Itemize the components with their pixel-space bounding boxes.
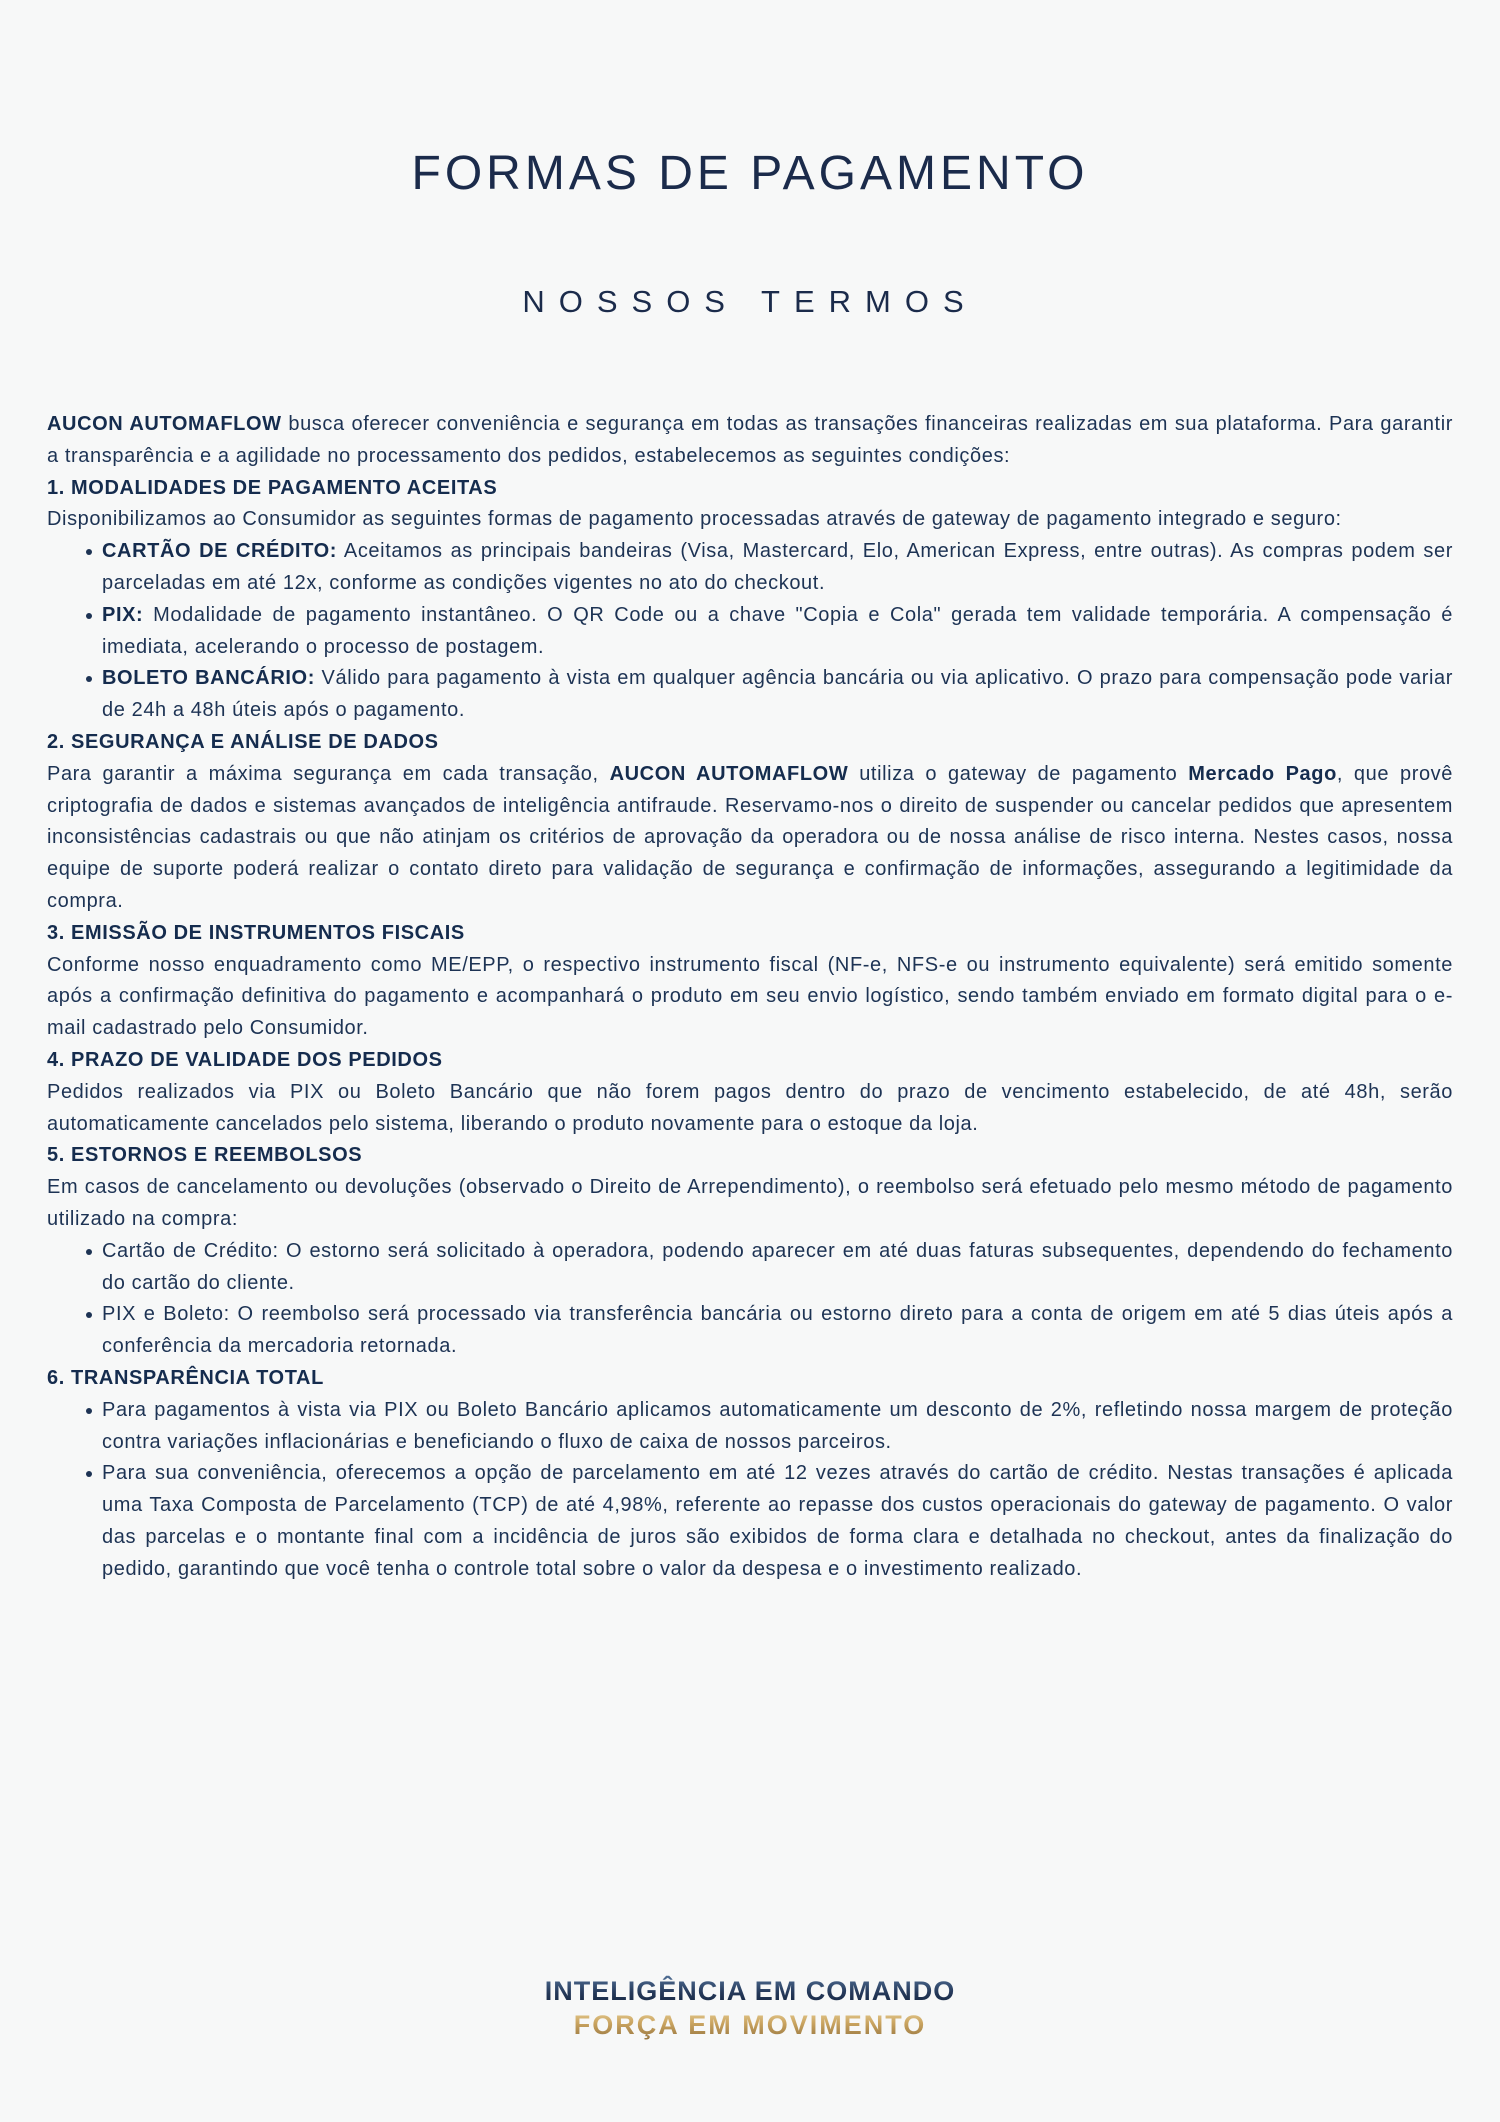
- text-run: utiliza o gateway de pagamento: [848, 762, 1189, 785]
- page-title: FORMAS DE PAGAMENTO: [411, 147, 1089, 200]
- bullet-list: [47, 1395, 1453, 1586]
- bold-run: AUCON AUTOMAFLOW: [47, 413, 282, 435]
- bold-run: Mercado Pago: [1188, 762, 1337, 785]
- text-run: , que provê criptografia de dados e sistemas avançados de inteligência antifraude. Reservamo-nos o direito de suspender ou cancelar pedidos que apresentem inconsistências cadastrais ou que não atinjam os critérios de aprovação da operadora ou de nossa análise de risco interna. Nestes casos, nossa equipe de suporte poderá realizar o contato direto para validação de segurança e confirmação de informações, assegurando a legitimidade da compra.: [47, 762, 1454, 912]
- paragraph: [47, 1172, 1453, 1236]
- bullet-item: [102, 1395, 1453, 1459]
- footer-slogan-line2: FORÇA EM MOVIMENTO: [573, 2010, 927, 2040]
- section-heading: 2. SEGURANÇA E ANÁLISE DE DADOS: [47, 730, 439, 753]
- bullet-item: [102, 600, 1453, 664]
- intro-paragraph: [47, 409, 1453, 473]
- text-run: Para pagamentos à vista via PIX ou Boleto Bancário aplicamos automaticamente um desconto de 2%, refletindo nossa margem de proteção contra variações inflacionárias e beneficiando o fluxo de caixa de nossos parceiros.: [102, 1398, 1453, 1453]
- text-run: Cartão de Crédito: O estorno será solicitado à operadora, podendo aparecer em até duas faturas subsequentes, dependendo do fechamento do cartão do cliente.: [102, 1239, 1453, 1294]
- text-run: Pedidos realizados via PIX ou Boleto Bancário que não forem pagos dentro do prazo de vencimento estabelecido, de até 48h, serão automaticamente cancelados pelo sistema, liberando o produto novamente para o estoque da loja.: [47, 1080, 1453, 1135]
- text-run: Em casos de cancelamento ou devoluções (observado o Direito de Arrependimento), o reembolso será efetuado pelo mesmo método de pagamento utilizado na compra:: [47, 1176, 1453, 1230]
- paragraph: [47, 950, 1453, 1045]
- section-heading: 4. PRAZO DE VALIDADE DOS PEDIDOS: [47, 1048, 443, 1071]
- text-run: Disponibilizamos ao Consumidor as seguintes formas de pagamento processadas através de gateway de pagamento integrado e seguro:: [47, 508, 1342, 531]
- text-run: Para garantir a máxima segurança em cada transação,: [47, 762, 610, 785]
- text-run: Conforme nosso enquadramento como ME/EPP, o respectivo instrumento fiscal (NF-e, NFS-e ou instrumento equivalente) será emitido somente após a confirmação definitiva do pagamento e acompanhará o produto em seu envio logístico, sendo também enviado em formato digital para o e-mail cadastrado pelo Consumidor.: [47, 953, 1453, 1040]
- section-heading: 3. EMISSÃO DE INSTRUMENTOS FISCAIS: [47, 921, 465, 944]
- text-run: Válido para pagamento à vista em qualquer agência bancária ou via aplicativo. O prazo para compensação pode variar de 24h a 48h úteis após o pagamento.: [102, 667, 1453, 722]
- text-run: Aceitamos as principais bandeiras (Visa, Mastercard, Elo, American Express, entre outras). As compras podem ser parceladas em até 12x, conforme as condições vigentes no ato do checkout.: [102, 540, 1454, 594]
- text-run: Para sua conveniência, oferecemos a opção de parcelamento em até 12 vezes através do cartão de crédito. Nestas transações é aplicada uma Taxa Composta de Parcelamento (TCP) de até 4,98%, referente ao repasse dos custos operacionais do gateway de pagamento. O valor das parcelas e o montante final com a incidência de juros são exibidos de forma clara e detalhada no checkout, antes da finalização do pedido, garantindo que você tenha o controle total sobre o valor da despesa e o investimento realizado.: [102, 1462, 1453, 1580]
- paragraph: [47, 504, 1453, 536]
- bullet-item: [102, 1299, 1453, 1363]
- paragraph: [47, 759, 1453, 918]
- paragraph: [47, 1077, 1453, 1141]
- section-heading: 1. MODALIDADES DE PAGAMENTO ACEITAS: [47, 476, 498, 499]
- bullet-item: [102, 1458, 1453, 1585]
- terms-body: [47, 409, 1453, 1585]
- footer-slogan: [0, 1974, 1500, 2042]
- bullet-item: [102, 1236, 1453, 1300]
- bullet-item: [102, 663, 1453, 727]
- bold-run: AUCON AUTOMAFLOW: [609, 762, 849, 785]
- bullet-list: [47, 536, 1453, 727]
- bold-run: BOLETO BANCÁRIO:: [102, 667, 315, 690]
- bold-run: PIX:: [102, 603, 144, 626]
- bullet-list: [47, 1236, 1453, 1363]
- footer-slogan-line1: INTELIGÊNCIA EM COMANDO: [544, 1976, 956, 2006]
- section-heading: 6. TRANSPARÊNCIA TOTAL: [47, 1366, 324, 1389]
- text-run: Modalidade de pagamento instantâneo. O QR Code ou a chave "Copia e Cola" gerada tem validade temporária. A compensação é imediata, acelerando o processo de postagem.: [102, 603, 1453, 658]
- bold-run: CARTÃO DE CRÉDITO:: [102, 540, 338, 563]
- text-run: PIX e Boleto: O reembolso será processado via transferência bancária ou estorno direto para a conta de origem em até 5 dias úteis após a conferência da mercadoria retornada.: [102, 1303, 1453, 1358]
- text-run: busca oferecer conveniência e segurança em todas as transações financeiras realizadas em sua plataforma. Para garantir a transparência e a agilidade no processamento dos pedidos, estabelecemos as seguintes condições:: [47, 413, 1454, 467]
- page-subtitle: NOSSOS TERMOS: [522, 284, 978, 319]
- section-heading: 5. ESTORNOS E REEMBOLSOS: [47, 1144, 363, 1167]
- bullet-item: [102, 536, 1453, 600]
- sections-container: [47, 473, 1453, 1586]
